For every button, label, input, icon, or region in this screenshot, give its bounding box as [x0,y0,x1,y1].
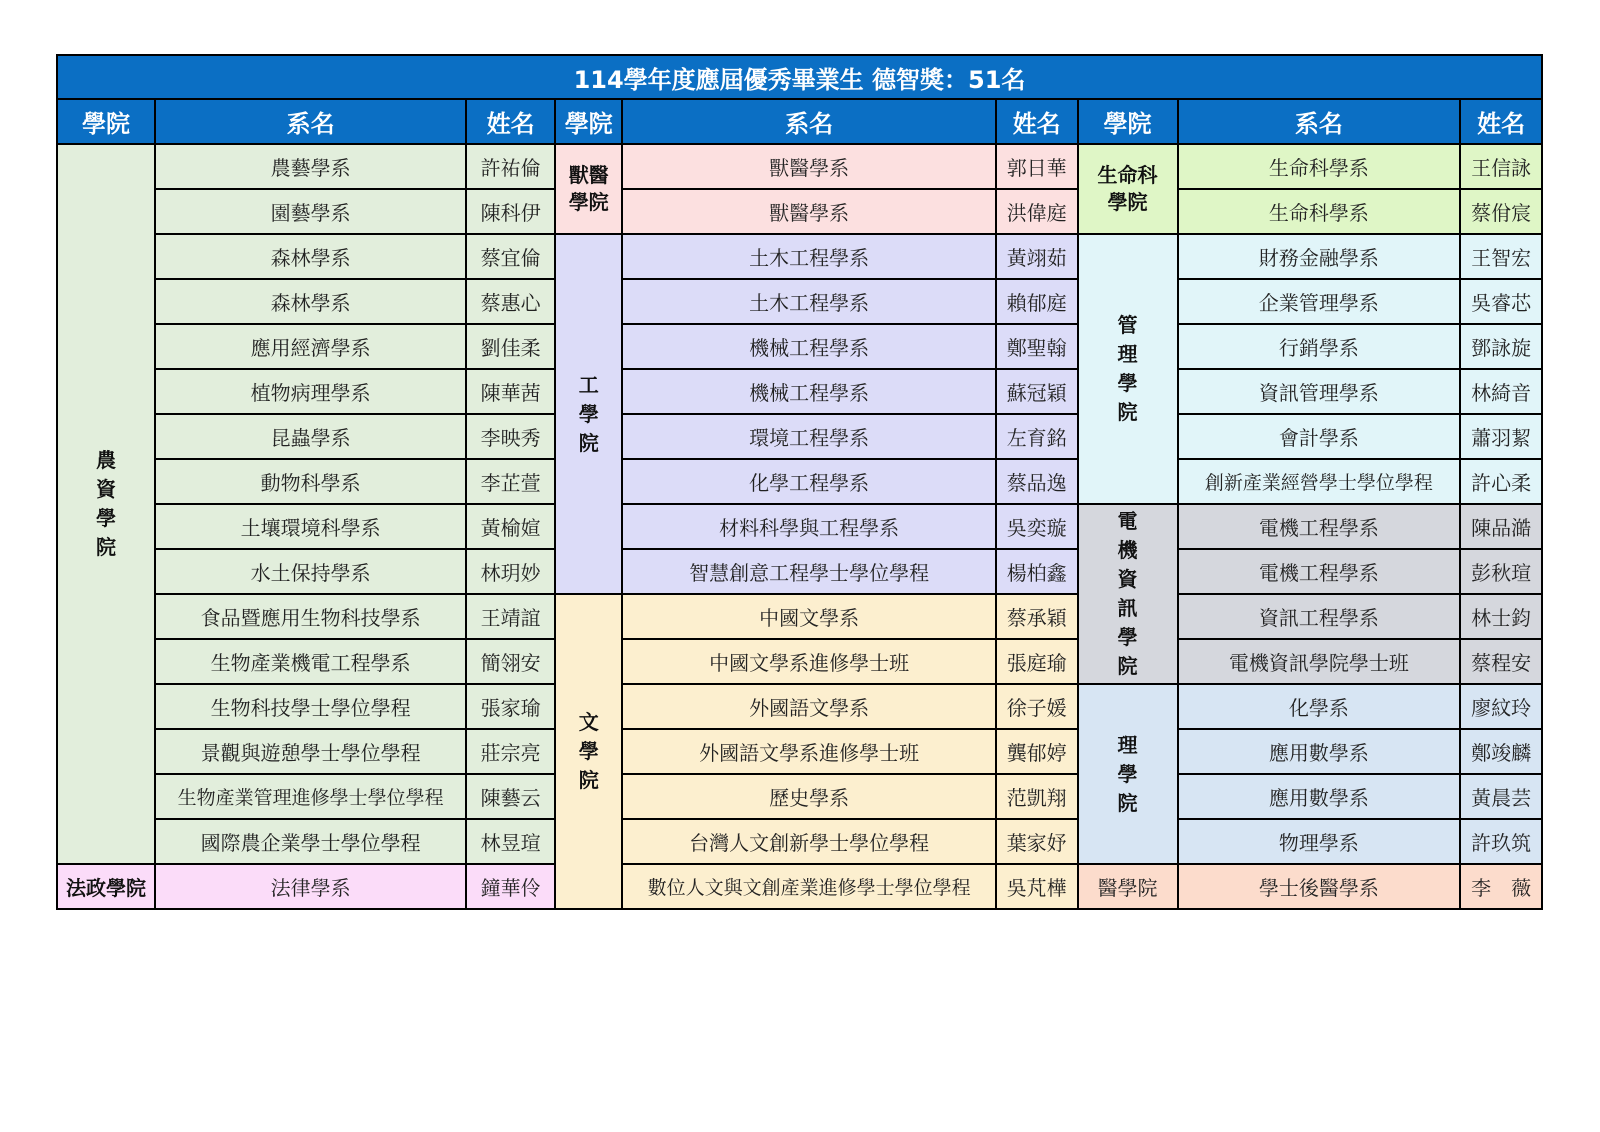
college-label: 文學院 [578,710,599,792]
student-name: 鄭竣麟 [1460,729,1542,774]
college-life [1078,144,1178,234]
student-name: 廖紋玲 [1460,684,1542,729]
student-name: 陳華茜 [466,369,555,414]
table-row [57,279,1542,324]
header-college: 學院 [1078,99,1178,144]
student-name: 許祐倫 [466,144,555,189]
dept-cell: 獸醫學系 [622,189,996,234]
college-label: 管理學院 [1117,313,1138,424]
college-label: 法政學院 [65,876,146,900]
dept-cell: 智慧創意工程學士學位學程 [622,549,996,594]
dept-cell: 環境工程學系 [622,414,996,459]
awards-table [56,54,1543,910]
college-vet [555,144,622,234]
dept-cell: 物理學系 [1178,819,1461,864]
table-row [57,774,1542,819]
student-name: 黃晨芸 [1460,774,1542,819]
dept-cell: 中國文學系 [622,594,996,639]
table-row [57,819,1542,864]
header-dept: 系名 [1178,99,1461,144]
college-label: 農資學院 [95,448,116,559]
table-row [57,369,1542,414]
dept-cell: 會計學系 [1178,414,1461,459]
table-row [57,639,1542,684]
table-row [57,189,1542,234]
dept-cell: 創新產業經營學士學位學程 [1178,459,1461,504]
college-eng [555,234,622,594]
college-sci [1078,684,1178,864]
college-mgmt [1078,234,1178,504]
dept-cell: 森林學系 [155,279,466,324]
student-name: 左育銘 [996,414,1078,459]
student-name: 楊柏鑫 [996,549,1078,594]
dept-cell: 外國語文學系進修學士班 [622,729,996,774]
college-label: 工學院 [578,372,599,455]
header-college: 學院 [57,99,155,144]
student-name: 王智宏 [1460,234,1542,279]
student-name: 陳科伊 [466,189,555,234]
student-name: 蕭羽絜 [1460,414,1542,459]
student-name: 簡翎安 [466,639,555,684]
student-name: 李 薇 [1460,864,1542,909]
header-college: 學院 [555,99,622,144]
student-name: 黃榆媗 [466,504,555,549]
student-name: 王靖誼 [466,594,555,639]
dept-cell: 資訊工程學系 [1178,594,1461,639]
student-name: 陳藝云 [466,774,555,819]
student-name: 蔡程安 [1460,639,1542,684]
student-name: 蔡品逸 [996,459,1078,504]
header-row [57,99,1542,144]
student-name: 鐘華伶 [466,864,555,909]
table-row [57,144,1542,189]
student-name: 張庭瑜 [996,639,1078,684]
dept-cell: 化學工程學系 [622,459,996,504]
dept-cell: 景觀與遊憩學士學位學程 [155,729,466,774]
dept-cell: 機械工程學系 [622,369,996,414]
student-name: 劉佳柔 [466,324,555,369]
student-name: 范凱翔 [996,774,1078,819]
dept-cell: 昆蟲學系 [155,414,466,459]
student-name: 龔郁婷 [996,729,1078,774]
dept-cell: 水土保持學系 [155,549,466,594]
student-name: 蘇冠穎 [996,369,1078,414]
dept-cell: 應用數學系 [1178,774,1461,819]
student-name: 徐子媛 [996,684,1078,729]
dept-cell: 機械工程學系 [622,324,996,369]
college-label: 醫學院 [1097,876,1158,900]
dept-cell: 應用數學系 [1178,729,1461,774]
dept-cell: 生物產業機電工程學系 [155,639,466,684]
dept-cell: 中國文學系進修學士班 [622,639,996,684]
dept-cell: 行銷學系 [1178,324,1461,369]
student-name: 郭日華 [996,144,1078,189]
college-label: 電機資訊學院 [1117,509,1138,678]
college-label: 理學院 [1117,732,1138,815]
dept-cell: 法律學系 [155,864,466,909]
dept-cell: 食品暨應用生物科技學系 [155,594,466,639]
student-name: 王信詠 [1460,144,1542,189]
student-name: 賴郁庭 [996,279,1078,324]
page-title: 114學年度應屆優秀畢業生 德智獎：51名 [57,55,1542,99]
dept-cell: 生物科技學士學位學程 [155,684,466,729]
dept-cell: 園藝學系 [155,189,466,234]
college-agr [57,144,155,864]
college-eecs [1078,504,1178,684]
dept-cell: 電機工程學系 [1178,549,1461,594]
student-name: 彭秋瑄 [1460,549,1542,594]
dept-cell: 生物產業管理進修學士學位學程 [155,774,466,819]
table-row [57,549,1542,594]
dept-cell: 應用經濟學系 [155,324,466,369]
dept-cell: 電機工程學系 [1178,504,1461,549]
dept-cell: 農藝學系 [155,144,466,189]
college-label: 生命科學院 [1097,163,1158,214]
college-med [1078,864,1178,909]
table-row [57,864,1542,909]
student-name: 林玥妙 [466,549,555,594]
table-row [57,459,1542,504]
college-label: 獸醫學院 [568,163,609,214]
college-law [57,864,155,909]
header-name: 姓名 [1460,99,1542,144]
table-row [57,234,1542,279]
table-row [57,504,1542,549]
student-name: 許心柔 [1460,459,1542,504]
dept-cell: 土木工程學系 [622,234,996,279]
table-row [57,729,1542,774]
student-name: 莊宗亮 [466,729,555,774]
table-row [57,594,1542,639]
header-dept: 系名 [155,99,466,144]
student-name: 李映秀 [466,414,555,459]
dept-cell: 森林學系 [155,234,466,279]
student-name: 吳芃樺 [996,864,1078,909]
student-name: 林士鈞 [1460,594,1542,639]
header-dept: 系名 [622,99,996,144]
student-name: 許玖筑 [1460,819,1542,864]
table-row [57,414,1542,459]
header-name: 姓名 [996,99,1078,144]
student-name: 蔡宜倫 [466,234,555,279]
dept-cell: 企業管理學系 [1178,279,1461,324]
dept-cell: 國際農企業學士學位學程 [155,819,466,864]
student-name: 鄭聖翰 [996,324,1078,369]
student-name: 鄧詠旋 [1460,324,1542,369]
dept-cell: 台灣人文創新學士學位學程 [622,819,996,864]
student-name: 陳品澔 [1460,504,1542,549]
header-name: 姓名 [466,99,555,144]
student-name: 林綺音 [1460,369,1542,414]
table-row [57,324,1542,369]
dept-cell: 學士後醫學系 [1178,864,1461,909]
college-lib [555,594,622,909]
student-name: 葉家妤 [996,819,1078,864]
student-name: 吳奕璇 [996,504,1078,549]
dept-cell: 歷史學系 [622,774,996,819]
dept-cell: 數位人文與文創產業進修學士學位學程 [622,864,996,909]
student-name: 黃翊茹 [996,234,1078,279]
dept-cell: 電機資訊學院學士班 [1178,639,1461,684]
dept-cell: 獸醫學系 [622,144,996,189]
student-name: 蔡惠心 [466,279,555,324]
dept-cell: 外國語文學系 [622,684,996,729]
student-name: 林昱瑄 [466,819,555,864]
student-name: 吳睿芯 [1460,279,1542,324]
student-name: 蔡承穎 [996,594,1078,639]
student-name: 洪偉庭 [996,189,1078,234]
student-name: 張家瑜 [466,684,555,729]
dept-cell: 財務金融學系 [1178,234,1461,279]
dept-cell: 生命科學系 [1178,189,1461,234]
dept-cell: 植物病理學系 [155,369,466,414]
student-name: 李芷萱 [466,459,555,504]
table-row [57,684,1542,729]
dept-cell: 材料科學與工程學系 [622,504,996,549]
dept-cell: 動物科學系 [155,459,466,504]
student-name: 蔡佾宸 [1460,189,1542,234]
dept-cell: 土壤環境科學系 [155,504,466,549]
dept-cell: 土木工程學系 [622,279,996,324]
dept-cell: 化學系 [1178,684,1461,729]
dept-cell: 資訊管理學系 [1178,369,1461,414]
dept-cell: 生命科學系 [1178,144,1461,189]
